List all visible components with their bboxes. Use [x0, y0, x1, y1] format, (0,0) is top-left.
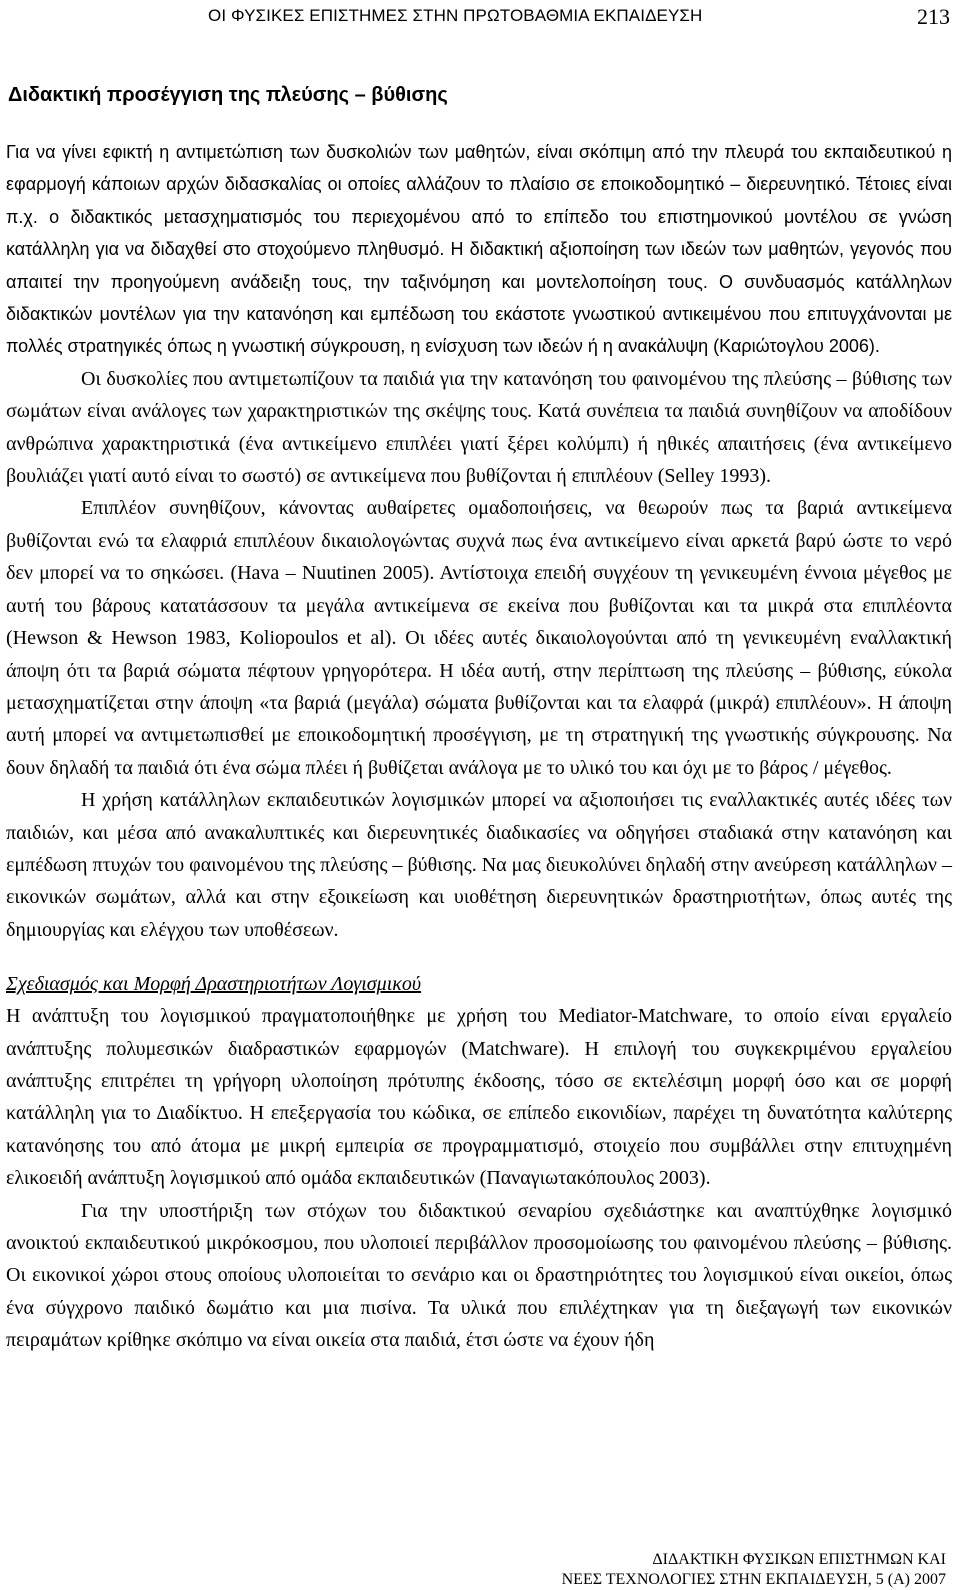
paragraph-text: Επιπλέον συνηθίζουν, κάνοντας αυθαίρετες ομαδοποιήσεις, να θεωρούν πως τα βαριά αντικείμενα βυθίζονται ενώ τα ελαφριά επιπλέουν δικαιολογώντας συχνά πως ένα αντικείμενο είναι αρκετά βαρύ ώστε το νερό δεν μπορεί να το σηκώσει. (Hava – Nuutinen 2005). Αντίστοιχα επειδή συγχέουν τη γενικευμένη έννοια μέγεθος με αυτή του βάρους κατατάσσουν τα μεγάλα αντικείμενα σε εκείνα που βυθίζονται και τα μικρά στα επιπλέοντα (Hewson & Hewson 1983, Koliopoulos et al). Οι ιδέες αυτές δικαιολογούνται από τη γενικευμένη εναλλακτική άποψη ότι τα βαριά σώματα πέφτουν γρηγορότερα. Η ιδέα αυτή, στην περίπτωση της πλεύσης – βύθισης, εύκολα μετασχηματίζεται στην άποψη «τα βαριά (μεγάλα) σώματα βυθίζονται και τα ελαφρά (μικρά) επιπλέουν». Η άποψη αυτή μπορεί να αντιμετωπισθεί με εποικοδομητική προσέγγιση, με τη στρατηγική της γνωστικής σύγκρουσης. Να δουν δηλαδή τα παιδιά ότι ένα σώμα πλέει ή βυθίζεται ανάλογα με το υλικό του και όχι με το βάρος / μέγεθος.: [6, 497, 952, 779]
section-title: Διδακτική προσέγγιση της πλεύσης – βύθισης: [8, 84, 448, 106]
journal-footer: [562, 1550, 946, 1590]
paragraph-text: Η χρήση κατάλληλων εκπαιδευτικών λογισμικών μπορεί να αξιοποιήσει τις εναλλακτικές αυτές ιδέες των παιδιών, και μέσα από ανακαλυπτικές και διερευνητικές διαδικασίες να οδηγήσει σταδιακά στην κατανόηση και εμπέδωση πτυχών του φαινομένου της πλεύσης – βύθισης. Να μας διευκολύνει δηλαδή στην ανεύρεση κατάλληλων – εικονικών σωμάτων, αλλά και στην εξοικείωση και υιοθέτηση διερευνητικών δραστηριοτήτων, όπως αυτές της δημιουργίας και ελέγχου των υποθέσεων.: [6, 789, 952, 941]
running-header: ΟΙ ΦΥΣΙΚΕΣ ΕΠΙΣΤΗΜΕΣ ΣΤΗΝ ΠΡΩΤΟΒΑΘΜΙΑ ΕΚΠΑΙΔΕΥΣΗ: [208, 6, 703, 25]
footer-line-2: ΝΕΕΣ ΤΕΧΝΟΛΟΓΙΕΣ ΣΤΗΝ ΕΚΠΑΙΔΕΥΣΗ, 5 (Α) 2007: [561, 1571, 946, 1588]
subsection-title: Σχεδιασμός και Μορφή Δραστηριοτήτων Λογισμικού: [6, 973, 422, 996]
paragraph-development: [6, 1000, 952, 1194]
paragraph-intro: [6, 136, 952, 363]
page-number: 213: [917, 4, 950, 29]
paragraph-difficulties: [6, 363, 952, 493]
paragraph-text: Η ανάπτυξη του λογισμικού πραγματοποιήθηκε με χρήση του Mediator-Matchware, το οποίο είναι εργαλείο ανάπτυξης πολυμεσικών διαδραστικών εφαρμογών (Matchware). Η επιλογή του συγκεκριμένου εργαλείου ανάπτυξης επιτρέπει τη γρήγορη υλοποίηση πρότυπης έκδοσης, τόσο σε εκτελέσιμη μορφή όσο και σε μορφή κατάλληλη για το Διαδίκτυο. Η επεξεργασία του κώδικα, σε επίπεδο εικονιδίων, παρέχει τη δυνατότητα καλύτερης κατανόησης του από άτομα με μικρή εμπειρία σε προγραμματισμό, στοιχείο που συμβάλλει στην επιτυχημένη ελικοειδή ανάπτυξη λογισμικού από ομάδα εκπαιδευτικών (Παναγιωτακόπουλος 2003).: [6, 1005, 952, 1190]
paragraph-text: Οι δυσκολίες που αντιμετωπίζουν τα παιδιά για την κατανόηση του φαινομένου της πλεύσης – βύθισης των σωμάτων είναι ανάλογες των χαρακτηριστικών της σκέψης τους. Κατά συνέπεια τα παιδιά συνηθίζουν να αποδίδουν ανθρώπινα χαρακτηριστικά (ένα αντικείμενο επιπλέει γιατί ξέρει κολύμπι) ή ηθικές απαιτήσεις (ένα αντικείμενο βουλιάζει γιατί αυτό είναι το σωστό) σε αντικείμενα που βυθίζονται ή επιπλέουν (Selley 1993).: [6, 367, 952, 488]
paragraph-text: Για την υποστήριξη των στόχων του διδακτικού σεναρίου σχεδιάστηκε και αναπτύχθηκε λογισμικό ανοικτού εκπαιδευτικού μικρόκοσμου, που υλοποιεί περιβάλλον προσομοίωσης του φαινομένου πλεύσης – βύθισης. Οι εικονικοί χώροι στους οποίους υλοποιείται το σενάριο και οι δραστηριότητες του λογισμικού είναι οικείοι, όπως ένα σύγχρονο παιδικό δωμάτιο και μια πισίνα. Τα υλικά που επιλέχτηκαν για τη διεξαγωγή των εικονικών πειραμάτων κρίθηκε σκόπιμο να είναι οικεία στα παιδιά, έτσι ώστε να έχουν ήδη: [6, 1199, 952, 1352]
paragraph-scenario: [6, 1195, 952, 1357]
footer-line-1: ΔΙΔΑΚΤΙΚΗ ΦΥΣΙΚΩΝ ΕΠΙΣΤΗΜΩΝ ΚΑΙ: [652, 1551, 946, 1568]
paragraph-misconceptions: [6, 492, 952, 784]
paragraph-software-use: [6, 784, 952, 946]
paragraph-sentence: Για να γίνει εφικτή η αντιμετώπιση των δυσκολιών των μαθητών, είναι σκόπιμη από την πλευρά του εκπαιδευτικού η εφαρμογή κάποιων αρχών διδασκαλίας οι οποίες αλλάζουν το πλαίσιο σε εποικοδομητικό – διερευνητικό. Τέτοιες είναι π.χ. ο διδακτικός μετασχηματισμός του περιεχομένου από το επίπεδο του επιστημονικού μοντέλου σε γνώση κατάλληλη για να διδαχθεί στο στοχούμενο πληθυσμό.: [6, 142, 952, 260]
paragraph-sentence: Ο συνδυασμός κατάλληλων διδακτικών μοντέλων για την κατανόηση και εμπέδωση του εκάστοτε γνωστικού αντικειμένου που επιτυγχάνονται με πολλές στρατηγικές όπως η γνωστική σύγκρουση, η ενίσχυση των ιδεών ή η ανακάλυψη (Καριώτογλου 2006).: [6, 271, 952, 357]
paragraph-sentence: Η διδακτική αξιοποίηση των ιδεών των μαθητών, γεγονός που απαιτεί την προηγούμενη ανάδειξη τους, την ταξινόμηση και μοντελοποίηση τους.: [6, 239, 952, 292]
body-text: [6, 136, 952, 1357]
